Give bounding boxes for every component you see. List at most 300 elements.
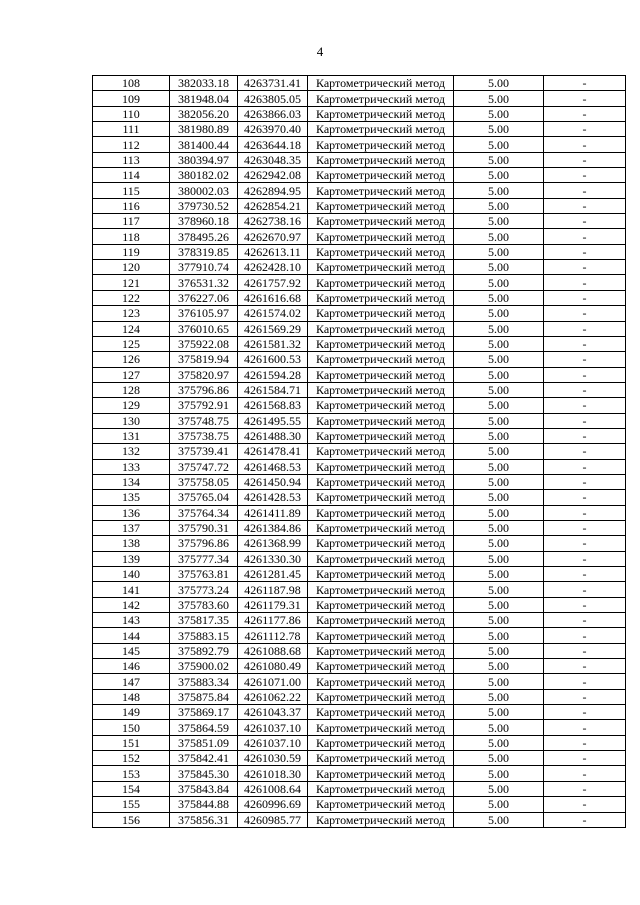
- method-cell: Картометрический метод: [308, 198, 454, 213]
- point-number-cell: 111: [93, 122, 170, 137]
- method-cell: Картометрический метод: [308, 183, 454, 198]
- x-coordinate-cell: 378960.18: [170, 214, 238, 229]
- x-coordinate-cell: 382033.18: [170, 76, 238, 91]
- method-cell: Картометрический метод: [308, 367, 454, 382]
- dash-cell: -: [544, 321, 626, 336]
- dash-cell: -: [544, 91, 626, 106]
- y-coordinate-cell: 4261584.71: [238, 382, 308, 397]
- x-coordinate-cell: 375922.08: [170, 336, 238, 351]
- method-cell: Картометрический метод: [308, 597, 454, 612]
- method-cell: Картометрический метод: [308, 751, 454, 766]
- table-row: [93, 705, 626, 720]
- accuracy-cell: 5.00: [454, 444, 544, 459]
- method-cell: Картометрический метод: [308, 398, 454, 413]
- method-cell: Картометрический метод: [308, 567, 454, 582]
- point-number-cell: 139: [93, 551, 170, 566]
- point-number-cell: 144: [93, 628, 170, 643]
- point-number-cell: 108: [93, 76, 170, 91]
- accuracy-cell: 5.00: [454, 198, 544, 213]
- method-cell: Картометрический метод: [308, 336, 454, 351]
- point-number-cell: 132: [93, 444, 170, 459]
- dash-cell: -: [544, 290, 626, 305]
- accuracy-cell: 5.00: [454, 413, 544, 428]
- accuracy-cell: 5.00: [454, 520, 544, 535]
- method-cell: Картометрический метод: [308, 214, 454, 229]
- y-coordinate-cell: 4261080.49: [238, 659, 308, 674]
- x-coordinate-cell: 381948.04: [170, 91, 238, 106]
- accuracy-cell: 5.00: [454, 536, 544, 551]
- x-coordinate-cell: 382056.20: [170, 106, 238, 121]
- y-coordinate-cell: 4263970.40: [238, 122, 308, 137]
- accuracy-cell: 5.00: [454, 766, 544, 781]
- y-coordinate-cell: 4263805.05: [238, 91, 308, 106]
- point-number-cell: 135: [93, 490, 170, 505]
- dash-cell: -: [544, 766, 626, 781]
- x-coordinate-cell: 375845.30: [170, 766, 238, 781]
- table-row: [93, 352, 626, 367]
- method-cell: Картометрический метод: [308, 705, 454, 720]
- point-number-cell: 127: [93, 367, 170, 382]
- y-coordinate-cell: 4263731.41: [238, 76, 308, 91]
- y-coordinate-cell: 4263644.18: [238, 137, 308, 152]
- y-coordinate-cell: 4261062.22: [238, 689, 308, 704]
- x-coordinate-cell: 380002.03: [170, 183, 238, 198]
- y-coordinate-cell: 4262942.08: [238, 168, 308, 183]
- dash-cell: -: [544, 198, 626, 213]
- accuracy-cell: 5.00: [454, 183, 544, 198]
- method-cell: Картометрический метод: [308, 766, 454, 781]
- x-coordinate-cell: 375796.86: [170, 382, 238, 397]
- dash-cell: -: [544, 76, 626, 91]
- x-coordinate-cell: 375792.91: [170, 398, 238, 413]
- table-row: [93, 812, 626, 827]
- point-number-cell: 131: [93, 428, 170, 443]
- point-number-cell: 126: [93, 352, 170, 367]
- dash-cell: -: [544, 260, 626, 275]
- dash-cell: -: [544, 720, 626, 735]
- point-number-cell: 123: [93, 306, 170, 321]
- dash-cell: -: [544, 229, 626, 244]
- table-row: [93, 659, 626, 674]
- table-row: [93, 735, 626, 750]
- x-coordinate-cell: 379730.52: [170, 198, 238, 213]
- y-coordinate-cell: 4261495.55: [238, 413, 308, 428]
- x-coordinate-cell: 375856.31: [170, 812, 238, 827]
- point-number-cell: 146: [93, 659, 170, 674]
- method-cell: Картометрический метод: [308, 137, 454, 152]
- table-row: [93, 474, 626, 489]
- point-number-cell: 137: [93, 520, 170, 535]
- point-number-cell: 155: [93, 797, 170, 812]
- table-row: [93, 643, 626, 658]
- table-row: [93, 720, 626, 735]
- accuracy-cell: 5.00: [454, 168, 544, 183]
- method-cell: Картометрический метод: [308, 321, 454, 336]
- x-coordinate-cell: 375796.86: [170, 536, 238, 551]
- dash-cell: -: [544, 705, 626, 720]
- y-coordinate-cell: 4263048.35: [238, 152, 308, 167]
- y-coordinate-cell: 4262428.10: [238, 260, 308, 275]
- dash-cell: -: [544, 428, 626, 443]
- table-row: [93, 413, 626, 428]
- point-number-cell: 151: [93, 735, 170, 750]
- method-cell: Картометрический метод: [308, 735, 454, 750]
- point-number-cell: 138: [93, 536, 170, 551]
- point-number-cell: 154: [93, 781, 170, 796]
- dash-cell: -: [544, 551, 626, 566]
- dash-cell: -: [544, 674, 626, 689]
- table-row: [93, 689, 626, 704]
- dash-cell: -: [544, 214, 626, 229]
- x-coordinate-cell: 375764.34: [170, 505, 238, 520]
- method-cell: Картометрический метод: [308, 582, 454, 597]
- y-coordinate-cell: 4261594.28: [238, 367, 308, 382]
- x-coordinate-cell: 375843.84: [170, 781, 238, 796]
- dash-cell: -: [544, 643, 626, 658]
- x-coordinate-cell: 375820.97: [170, 367, 238, 382]
- table-row: [93, 152, 626, 167]
- dash-cell: -: [544, 168, 626, 183]
- table-row: [93, 198, 626, 213]
- table-row: [93, 336, 626, 351]
- y-coordinate-cell: 4261281.45: [238, 567, 308, 582]
- method-cell: Картометрический метод: [308, 659, 454, 674]
- accuracy-cell: 5.00: [454, 122, 544, 137]
- dash-cell: -: [544, 812, 626, 827]
- table-row: [93, 321, 626, 336]
- dash-cell: -: [544, 398, 626, 413]
- method-cell: Картометрический метод: [308, 306, 454, 321]
- y-coordinate-cell: 4262854.21: [238, 198, 308, 213]
- table-row: [93, 597, 626, 612]
- point-number-cell: 113: [93, 152, 170, 167]
- table-row: [93, 582, 626, 597]
- accuracy-cell: 5.00: [454, 597, 544, 612]
- x-coordinate-cell: 375844.88: [170, 797, 238, 812]
- x-coordinate-cell: 375765.04: [170, 490, 238, 505]
- y-coordinate-cell: 4261468.53: [238, 459, 308, 474]
- y-coordinate-cell: 4261600.53: [238, 352, 308, 367]
- x-coordinate-cell: 381980.89: [170, 122, 238, 137]
- accuracy-cell: 5.00: [454, 751, 544, 766]
- method-cell: Картометрический метод: [308, 106, 454, 121]
- accuracy-cell: 5.00: [454, 582, 544, 597]
- y-coordinate-cell: 4260996.69: [238, 797, 308, 812]
- accuracy-cell: 5.00: [454, 781, 544, 796]
- accuracy-cell: 5.00: [454, 689, 544, 704]
- coordinates-table: [92, 75, 626, 828]
- point-number-cell: 128: [93, 382, 170, 397]
- accuracy-cell: 5.00: [454, 613, 544, 628]
- accuracy-cell: 5.00: [454, 275, 544, 290]
- y-coordinate-cell: 4261088.68: [238, 643, 308, 658]
- method-cell: Картометрический метод: [308, 76, 454, 91]
- point-number-cell: 150: [93, 720, 170, 735]
- x-coordinate-cell: 378319.85: [170, 244, 238, 259]
- y-coordinate-cell: 4261428.53: [238, 490, 308, 505]
- accuracy-cell: 5.00: [454, 352, 544, 367]
- accuracy-cell: 5.00: [454, 490, 544, 505]
- table-row: [93, 183, 626, 198]
- x-coordinate-cell: 375738.75: [170, 428, 238, 443]
- dash-cell: -: [544, 459, 626, 474]
- method-cell: Картометрический метод: [308, 797, 454, 812]
- y-coordinate-cell: 4261384.86: [238, 520, 308, 535]
- point-number-cell: 121: [93, 275, 170, 290]
- accuracy-cell: 5.00: [454, 797, 544, 812]
- point-number-cell: 120: [93, 260, 170, 275]
- y-coordinate-cell: 4261574.02: [238, 306, 308, 321]
- point-number-cell: 134: [93, 474, 170, 489]
- point-number-cell: 129: [93, 398, 170, 413]
- x-coordinate-cell: 375773.24: [170, 582, 238, 597]
- x-coordinate-cell: 378495.26: [170, 229, 238, 244]
- table-row: [93, 520, 626, 535]
- point-number-cell: 140: [93, 567, 170, 582]
- method-cell: Картометрический метод: [308, 520, 454, 535]
- dash-cell: -: [544, 244, 626, 259]
- x-coordinate-cell: 375864.59: [170, 720, 238, 735]
- table-row: [93, 797, 626, 812]
- x-coordinate-cell: 376010.65: [170, 321, 238, 336]
- method-cell: Картометрический метод: [308, 413, 454, 428]
- page-number: 4: [316, 44, 324, 59]
- table-row: [93, 382, 626, 397]
- y-coordinate-cell: 4261368.99: [238, 536, 308, 551]
- table-row: [93, 674, 626, 689]
- method-cell: Картометрический метод: [308, 490, 454, 505]
- accuracy-cell: 5.00: [454, 260, 544, 275]
- y-coordinate-cell: 4261043.37: [238, 705, 308, 720]
- dash-cell: -: [544, 781, 626, 796]
- table-row: [93, 613, 626, 628]
- x-coordinate-cell: 375748.75: [170, 413, 238, 428]
- point-number-cell: 116: [93, 198, 170, 213]
- accuracy-cell: 5.00: [454, 229, 544, 244]
- dash-cell: -: [544, 735, 626, 750]
- dash-cell: -: [544, 306, 626, 321]
- point-number-cell: 136: [93, 505, 170, 520]
- method-cell: Картометрический метод: [308, 812, 454, 827]
- method-cell: Картометрический метод: [308, 152, 454, 167]
- table-row: [93, 122, 626, 137]
- dash-cell: -: [544, 597, 626, 612]
- x-coordinate-cell: 380394.97: [170, 152, 238, 167]
- dash-cell: -: [544, 659, 626, 674]
- table-row: [93, 91, 626, 106]
- method-cell: Картометрический метод: [308, 689, 454, 704]
- point-number-cell: 118: [93, 229, 170, 244]
- point-number-cell: 109: [93, 91, 170, 106]
- method-cell: Картометрический метод: [308, 643, 454, 658]
- dash-cell: -: [544, 520, 626, 535]
- point-number-cell: 115: [93, 183, 170, 198]
- table-row: [93, 168, 626, 183]
- method-cell: Картометрический метод: [308, 720, 454, 735]
- dash-cell: -: [544, 367, 626, 382]
- table-row: [93, 766, 626, 781]
- accuracy-cell: 5.00: [454, 137, 544, 152]
- x-coordinate-cell: 375869.17: [170, 705, 238, 720]
- x-coordinate-cell: 375875.84: [170, 689, 238, 704]
- accuracy-cell: 5.00: [454, 674, 544, 689]
- point-number-cell: 119: [93, 244, 170, 259]
- table-row: [93, 244, 626, 259]
- x-coordinate-cell: 375758.05: [170, 474, 238, 489]
- table-row: [93, 229, 626, 244]
- table-row: [93, 751, 626, 766]
- method-cell: Картометрический метод: [308, 505, 454, 520]
- point-number-cell: 112: [93, 137, 170, 152]
- accuracy-cell: 5.00: [454, 567, 544, 582]
- dash-cell: -: [544, 444, 626, 459]
- y-coordinate-cell: 4261616.68: [238, 290, 308, 305]
- table-row: [93, 76, 626, 91]
- method-cell: Картометрический метод: [308, 382, 454, 397]
- x-coordinate-cell: 375819.94: [170, 352, 238, 367]
- table-row: [93, 367, 626, 382]
- accuracy-cell: 5.00: [454, 735, 544, 750]
- method-cell: Картометрический метод: [308, 459, 454, 474]
- dash-cell: -: [544, 505, 626, 520]
- table-row: [93, 536, 626, 551]
- point-number-cell: 143: [93, 613, 170, 628]
- x-coordinate-cell: 375739.41: [170, 444, 238, 459]
- dash-cell: -: [544, 336, 626, 351]
- y-coordinate-cell: 4261488.30: [238, 428, 308, 443]
- dash-cell: -: [544, 536, 626, 551]
- method-cell: Картометрический метод: [308, 168, 454, 183]
- table-row: [93, 260, 626, 275]
- accuracy-cell: 5.00: [454, 720, 544, 735]
- accuracy-cell: 5.00: [454, 459, 544, 474]
- y-coordinate-cell: 4261450.94: [238, 474, 308, 489]
- x-coordinate-cell: 375763.81: [170, 567, 238, 582]
- y-coordinate-cell: 4262613.11: [238, 244, 308, 259]
- x-coordinate-cell: 375883.15: [170, 628, 238, 643]
- table-row: [93, 628, 626, 643]
- method-cell: Картометрический метод: [308, 91, 454, 106]
- dash-cell: -: [544, 474, 626, 489]
- point-number-cell: 148: [93, 689, 170, 704]
- point-number-cell: 153: [93, 766, 170, 781]
- x-coordinate-cell: 375783.60: [170, 597, 238, 612]
- y-coordinate-cell: 4263866.03: [238, 106, 308, 121]
- point-number-cell: 156: [93, 812, 170, 827]
- y-coordinate-cell: 4262738.16: [238, 214, 308, 229]
- dash-cell: -: [544, 582, 626, 597]
- point-number-cell: 149: [93, 705, 170, 720]
- table-row: [93, 428, 626, 443]
- accuracy-cell: 5.00: [454, 628, 544, 643]
- dash-cell: -: [544, 152, 626, 167]
- x-coordinate-cell: 376105.97: [170, 306, 238, 321]
- table-row: [93, 306, 626, 321]
- dash-cell: -: [544, 567, 626, 582]
- accuracy-cell: 5.00: [454, 306, 544, 321]
- accuracy-cell: 5.00: [454, 367, 544, 382]
- point-number-cell: 114: [93, 168, 170, 183]
- table-row: [93, 275, 626, 290]
- accuracy-cell: 5.00: [454, 474, 544, 489]
- method-cell: Картометрический метод: [308, 628, 454, 643]
- method-cell: Картометрический метод: [308, 229, 454, 244]
- point-number-cell: 125: [93, 336, 170, 351]
- y-coordinate-cell: 4261478.41: [238, 444, 308, 459]
- dash-cell: -: [544, 352, 626, 367]
- method-cell: Картометрический метод: [308, 781, 454, 796]
- table-row: [93, 398, 626, 413]
- dash-cell: -: [544, 490, 626, 505]
- method-cell: Картометрический метод: [308, 244, 454, 259]
- accuracy-cell: 5.00: [454, 336, 544, 351]
- method-cell: Картометрический метод: [308, 275, 454, 290]
- y-coordinate-cell: 4261112.78: [238, 628, 308, 643]
- point-number-cell: 124: [93, 321, 170, 336]
- accuracy-cell: 5.00: [454, 76, 544, 91]
- table-row: [93, 214, 626, 229]
- x-coordinate-cell: 381400.44: [170, 137, 238, 152]
- table-row: [93, 567, 626, 582]
- x-coordinate-cell: 375747.72: [170, 459, 238, 474]
- method-cell: Картометрический метод: [308, 428, 454, 443]
- y-coordinate-cell: 4261569.29: [238, 321, 308, 336]
- dash-cell: -: [544, 628, 626, 643]
- table-row: [93, 505, 626, 520]
- point-number-cell: 147: [93, 674, 170, 689]
- method-cell: Картометрический метод: [308, 260, 454, 275]
- dash-cell: -: [544, 275, 626, 290]
- dash-cell: -: [544, 137, 626, 152]
- x-coordinate-cell: 375817.35: [170, 613, 238, 628]
- accuracy-cell: 5.00: [454, 152, 544, 167]
- accuracy-cell: 5.00: [454, 290, 544, 305]
- y-coordinate-cell: 4261581.32: [238, 336, 308, 351]
- table-row: [93, 490, 626, 505]
- table-row: [93, 137, 626, 152]
- x-coordinate-cell: 375777.34: [170, 551, 238, 566]
- table-row: [93, 551, 626, 566]
- point-number-cell: 130: [93, 413, 170, 428]
- y-coordinate-cell: 4261330.30: [238, 551, 308, 566]
- table-row: [93, 106, 626, 121]
- dash-cell: -: [544, 106, 626, 121]
- x-coordinate-cell: 375883.34: [170, 674, 238, 689]
- point-number-cell: 142: [93, 597, 170, 612]
- y-coordinate-cell: 4261037.10: [238, 720, 308, 735]
- x-coordinate-cell: 377910.74: [170, 260, 238, 275]
- accuracy-cell: 5.00: [454, 643, 544, 658]
- accuracy-cell: 5.00: [454, 505, 544, 520]
- y-coordinate-cell: 4261568.83: [238, 398, 308, 413]
- method-cell: Картометрический метод: [308, 536, 454, 551]
- point-number-cell: 122: [93, 290, 170, 305]
- method-cell: Картометрический метод: [308, 474, 454, 489]
- y-coordinate-cell: 4260985.77: [238, 812, 308, 827]
- method-cell: Картометрический метод: [308, 551, 454, 566]
- x-coordinate-cell: 375790.31: [170, 520, 238, 535]
- y-coordinate-cell: 4261411.89: [238, 505, 308, 520]
- accuracy-cell: 5.00: [454, 91, 544, 106]
- dash-cell: -: [544, 382, 626, 397]
- x-coordinate-cell: 380182.02: [170, 168, 238, 183]
- x-coordinate-cell: 376227.06: [170, 290, 238, 305]
- method-cell: Картометрический метод: [308, 444, 454, 459]
- y-coordinate-cell: 4261018.30: [238, 766, 308, 781]
- x-coordinate-cell: 375892.79: [170, 643, 238, 658]
- x-coordinate-cell: 375851.09: [170, 735, 238, 750]
- accuracy-cell: 5.00: [454, 705, 544, 720]
